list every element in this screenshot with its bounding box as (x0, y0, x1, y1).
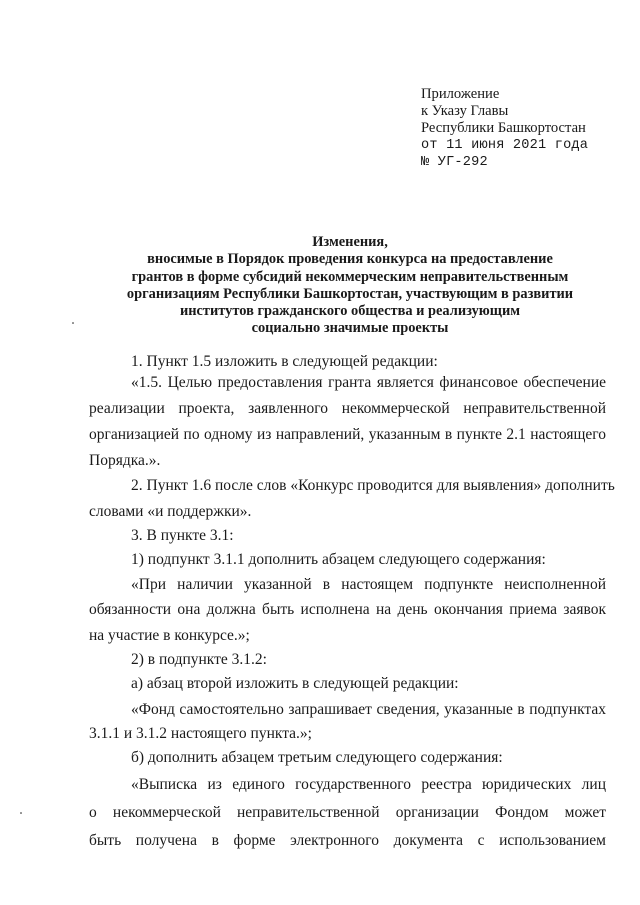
paragraph-line: 1) подпункт 3.1.1 дополнить абзацем следующего содержания: (131, 551, 546, 568)
paragraph-line: б) дополнить абзацем третьим следующего содержания: (131, 749, 503, 766)
paragraph-line: Порядка.». (89, 452, 161, 469)
paragraph-line: 2. Пункт 1.6 после слов «Конкурс проводится для выявления» дополнить (131, 477, 615, 494)
paragraph-line: 2) в подпункте 3.1.2: (131, 651, 267, 668)
paragraph-line: словами «и поддержки». (89, 503, 252, 520)
document-header (421, 86, 631, 171)
title-line: вносимые в Порядок проведения конкурса на предоставление (147, 251, 553, 268)
paragraph-line: «Фонд самостоятельно запрашивает сведения, указанные в подпунктах (131, 701, 606, 718)
title-line: социально значимые проекты (251, 320, 449, 337)
paragraph-line: обязанности она должна быть исполнена на день окончания приема заявок (89, 601, 606, 618)
document-title (60, 234, 640, 338)
paragraph-line: на участие в конкурсе.»; (89, 627, 250, 644)
title-line: грантов в форме субсидий некоммерческим неправительственным (131, 268, 569, 285)
header-number-line: № УГ-292 (421, 155, 488, 170)
paragraph-line: «Выписка из единого государственного реестра юридических лиц (131, 776, 606, 793)
paragraph-line: «1.5. Целью предоставления гранта является финансовое обеспечение (131, 374, 606, 391)
header-date-line: от 11 июня 2021 года (421, 138, 589, 153)
title-line: Изменения, (312, 234, 388, 250)
paragraph-line: организацией по одному из направлений, указанным в пункте 2.1 настоящего (89, 426, 606, 443)
header-appendix-label: Приложение (421, 86, 500, 102)
paragraph-line: 3.1.1 и 3.1.2 настоящего пункта.»; (89, 725, 312, 742)
header-decree-line: к Указу Главы (421, 103, 509, 119)
paragraph-line: 1. Пункт 1.5 изложить в следующей редакции: (131, 353, 438, 370)
paragraph-line: 3. В пункте 3.1: (131, 527, 234, 544)
paragraph-line: «При наличии указанной в настоящем подпункте неисполненной (131, 576, 606, 593)
paragraph-line: быть получена в форме электронного документа с использованием (89, 832, 606, 849)
header-republic-line: Республики Башкортостан (421, 120, 586, 136)
paragraph-line: о некоммерческой неправительственной организации Фондом может (89, 804, 606, 821)
paragraph-line: а) абзац второй изложить в следующей редакции: (131, 675, 459, 692)
paragraph-line: реализации проекта, заявленного некоммерческой неправительственной (89, 400, 606, 417)
title-line: институтов гражданского общества и реализующим (179, 303, 521, 320)
title-line: организациям Республики Башкортостан, участвующим в развитии (126, 285, 574, 302)
scan-speck (20, 812, 22, 814)
scan-speck (72, 322, 74, 324)
